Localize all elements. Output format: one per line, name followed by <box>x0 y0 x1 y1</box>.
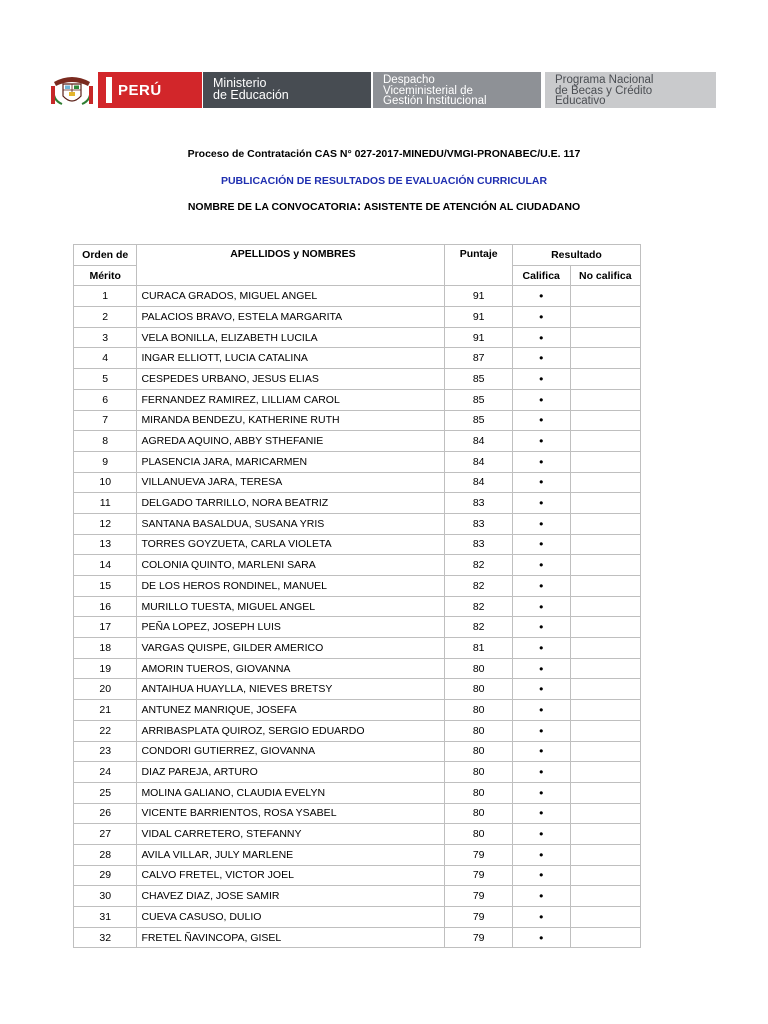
score-cell: 82 <box>445 596 512 617</box>
not-qualifies-cell <box>570 327 640 348</box>
score-cell: 80 <box>445 762 512 783</box>
merit-order-cell: 20 <box>74 679 137 700</box>
applicant-name-cell: AVILA VILLAR, JULY MARLENE <box>137 844 445 865</box>
table-row <box>74 286 641 307</box>
score-cell: 80 <box>445 741 512 762</box>
table-row <box>74 927 641 948</box>
qualifies-cell: • <box>512 803 570 824</box>
not-qualifies-cell <box>570 720 640 741</box>
merit-order-cell: 5 <box>74 369 137 390</box>
merit-order-cell: 16 <box>74 596 137 617</box>
merit-order-cell: 22 <box>74 720 137 741</box>
not-qualifies-cell <box>570 844 640 865</box>
applicant-name-cell: CONDORI GUTIERREZ, GIOVANNA <box>137 741 445 762</box>
score-cell: 82 <box>445 617 512 638</box>
peru-flag-stripe <box>106 77 112 103</box>
table-row <box>74 389 641 410</box>
qualifies-cell: • <box>512 844 570 865</box>
score-cell: 79 <box>445 927 512 948</box>
applicant-name-cell: FERNANDEZ RAMIREZ, LILLIAM CAROL <box>137 389 445 410</box>
not-qualifies-cell <box>570 803 640 824</box>
score-cell: 83 <box>445 534 512 555</box>
despacho-line3: Gestión Institucional <box>383 95 487 107</box>
applicant-name-cell: INGAR ELLIOTT, LUCIA CATALINA <box>137 348 445 369</box>
score-cell: 82 <box>445 555 512 576</box>
score-cell: 80 <box>445 658 512 679</box>
applicant-name-cell: CALVO FRETEL, VICTOR JOEL <box>137 865 445 886</box>
table-row <box>74 638 641 659</box>
applicant-name-cell: ANTUNEZ MANRIQUE, JOSEFA <box>137 700 445 721</box>
table-body <box>74 286 641 948</box>
not-qualifies-cell <box>570 307 640 328</box>
qualifies-cell: • <box>512 348 570 369</box>
applicant-name-cell: VARGAS QUISPE, GILDER AMERICO <box>137 638 445 659</box>
merit-order-cell: 32 <box>74 927 137 948</box>
not-qualifies-cell <box>570 700 640 721</box>
table-header-row <box>74 245 641 266</box>
peru-brand-box <box>98 72 202 108</box>
not-qualifies-cell <box>570 286 640 307</box>
qualifies-cell: • <box>512 638 570 659</box>
programa-line2: de Becas y Crédito <box>555 84 653 97</box>
merit-order-cell: 25 <box>74 782 137 803</box>
qualifies-cell: • <box>512 658 570 679</box>
table-row <box>74 617 641 638</box>
score-cell: 79 <box>445 886 512 907</box>
qualifies-cell: • <box>512 369 570 390</box>
table-row <box>74 679 641 700</box>
qualifies-cell: • <box>512 389 570 410</box>
not-qualifies-cell <box>570 348 640 369</box>
merit-order-cell: 31 <box>74 907 137 928</box>
pronabec-brand-box <box>545 72 716 108</box>
header-qualifies: Califica <box>512 265 570 286</box>
merit-order-cell: 15 <box>74 576 137 597</box>
vice-ministry-brand-box <box>373 72 541 108</box>
qualifies-cell: • <box>512 307 570 328</box>
table-row <box>74 513 641 534</box>
score-cell: 80 <box>445 700 512 721</box>
header-names: APELLIDOS y NOMBRES <box>137 245 445 286</box>
not-qualifies-cell <box>570 431 640 452</box>
qualifies-cell: • <box>512 596 570 617</box>
header-result: Resultado <box>512 245 640 266</box>
ministry-line1: Ministerio <box>213 76 267 90</box>
peru-label: PERÚ <box>118 81 162 99</box>
programa-line3: Educativo <box>555 95 606 107</box>
not-qualifies-cell <box>570 782 640 803</box>
table-row <box>74 369 641 390</box>
merit-order-cell: 10 <box>74 472 137 493</box>
qualifies-cell: • <box>512 327 570 348</box>
applicant-name-cell: COLONIA QUINTO, MARLENI SARA <box>137 555 445 576</box>
merit-order-cell: 2 <box>74 307 137 328</box>
qualifies-cell: • <box>512 824 570 845</box>
not-qualifies-cell <box>570 534 640 555</box>
not-qualifies-cell <box>570 410 640 431</box>
merit-order-cell: 9 <box>74 451 137 472</box>
table-row <box>74 431 641 452</box>
score-cell: 80 <box>445 803 512 824</box>
score-cell: 91 <box>445 307 512 328</box>
table-row <box>74 782 641 803</box>
not-qualifies-cell <box>570 369 640 390</box>
applicant-name-cell: AGREDA AQUINO, ABBY STHEFANIE <box>137 431 445 452</box>
applicant-name-cell: PEÑA LOPEZ, JOSEPH LUIS <box>137 617 445 638</box>
merit-order-cell: 13 <box>74 534 137 555</box>
table-row <box>74 658 641 679</box>
score-cell: 80 <box>445 679 512 700</box>
score-cell: 84 <box>445 451 512 472</box>
not-qualifies-cell <box>570 679 640 700</box>
score-cell: 83 <box>445 513 512 534</box>
merit-order-cell: 29 <box>74 865 137 886</box>
score-cell: 80 <box>445 720 512 741</box>
score-cell: 85 <box>445 369 512 390</box>
applicant-name-cell: SANTANA BASALDUA, SUSANA YRIS <box>137 513 445 534</box>
qualifies-cell: • <box>512 679 570 700</box>
table-row <box>74 720 641 741</box>
merit-order-cell: 7 <box>74 410 137 431</box>
table-row <box>74 493 641 514</box>
header-orden-bottom: Mérito <box>74 265 137 286</box>
not-qualifies-cell <box>570 658 640 679</box>
call-label: NOMBRE DE LA CONVOCATORIA <box>187 201 357 213</box>
merit-order-cell: 11 <box>74 493 137 514</box>
qualifies-cell: • <box>512 451 570 472</box>
table-row <box>74 596 641 617</box>
not-qualifies-cell <box>570 638 640 659</box>
applicant-name-cell: DIAZ PAREJA, ARTURO <box>137 762 445 783</box>
header-not-qualifies: No califica <box>570 265 640 286</box>
merit-order-cell: 12 <box>74 513 137 534</box>
qualifies-cell: • <box>512 286 570 307</box>
score-cell: 79 <box>445 844 512 865</box>
not-qualifies-cell <box>570 389 640 410</box>
process-title: Proceso de Contratación CAS N° 027-2017-MINEDU/VMGI-PRONABEC/U.E. 117 <box>187 148 581 160</box>
score-cell: 79 <box>445 907 512 928</box>
table-row <box>74 534 641 555</box>
qualifies-cell: • <box>512 720 570 741</box>
merit-order-cell: 23 <box>74 741 137 762</box>
not-qualifies-cell <box>570 451 640 472</box>
applicant-name-cell: AMORIN TUEROS, GIOVANNA <box>137 658 445 679</box>
merit-order-cell: 17 <box>74 617 137 638</box>
table-row <box>74 472 641 493</box>
call-title <box>0 198 768 213</box>
not-qualifies-cell <box>570 576 640 597</box>
score-cell: 91 <box>445 286 512 307</box>
national-coat-of-arms-icon <box>50 74 94 108</box>
qualifies-cell: • <box>512 410 570 431</box>
not-qualifies-cell <box>570 596 640 617</box>
qualifies-cell: • <box>512 555 570 576</box>
applicant-name-cell: PLASENCIA JARA, MARICARMEN <box>137 451 445 472</box>
applicant-name-cell: VIDAL CARRETERO, STEFANNY <box>137 824 445 845</box>
merit-order-cell: 4 <box>74 348 137 369</box>
merit-order-cell: 19 <box>74 658 137 679</box>
programa-line1: Programa Nacional <box>555 74 654 86</box>
merit-order-cell: 18 <box>74 638 137 659</box>
score-cell: 80 <box>445 782 512 803</box>
qualifies-cell: • <box>512 886 570 907</box>
applicant-name-cell: ANTAIHUA HUAYLLA, NIEVES BRETSY <box>137 679 445 700</box>
qualifies-cell: • <box>512 513 570 534</box>
applicant-name-cell: MOLINA GALIANO, CLAUDIA EVELYN <box>137 782 445 803</box>
score-cell: 87 <box>445 348 512 369</box>
qualifies-cell: • <box>512 576 570 597</box>
table-row <box>74 327 641 348</box>
score-cell: 84 <box>445 472 512 493</box>
merit-order-cell: 8 <box>74 431 137 452</box>
table-row <box>74 886 641 907</box>
table-row <box>74 803 641 824</box>
not-qualifies-cell <box>570 493 640 514</box>
applicant-name-cell: VILLANUEVA JARA, TERESA <box>137 472 445 493</box>
merit-order-cell: 21 <box>74 700 137 721</box>
qualifies-cell: • <box>512 907 570 928</box>
merit-order-cell: 3 <box>74 327 137 348</box>
not-qualifies-cell <box>570 513 640 534</box>
not-qualifies-cell <box>570 927 640 948</box>
applicant-name-cell: CESPEDES URBANO, JESUS ELIAS <box>137 369 445 390</box>
ministry-line2: de Educación <box>213 88 289 102</box>
table-row <box>74 700 641 721</box>
score-cell: 80 <box>445 824 512 845</box>
score-cell: 91 <box>445 327 512 348</box>
qualifies-cell: • <box>512 617 570 638</box>
applicant-name-cell: CHAVEZ DIAZ, JOSE SAMIR <box>137 886 445 907</box>
table-row <box>74 576 641 597</box>
qualifies-cell: • <box>512 700 570 721</box>
qualifies-cell: • <box>512 493 570 514</box>
qualifies-cell: • <box>512 927 570 948</box>
applicant-name-cell: DE LOS HEROS RONDINEL, MANUEL <box>137 576 445 597</box>
score-cell: 85 <box>445 389 512 410</box>
applicant-name-cell: FRETEL ÑAVINCOPA, GISEL <box>137 927 445 948</box>
applicant-name-cell: CUEVA CASUSO, DULIO <box>137 907 445 928</box>
qualifies-cell: • <box>512 865 570 886</box>
header-score: Puntaje <box>445 245 512 286</box>
not-qualifies-cell <box>570 907 640 928</box>
applicant-name-cell: CURACA GRADOS, MIGUEL ANGEL <box>137 286 445 307</box>
qualifies-cell: • <box>512 782 570 803</box>
merit-order-cell: 14 <box>74 555 137 576</box>
table-row <box>74 865 641 886</box>
not-qualifies-cell <box>570 617 640 638</box>
not-qualifies-cell <box>570 865 640 886</box>
table-row <box>74 555 641 576</box>
applicant-name-cell: DELGADO TARRILLO, NORA BEATRIZ <box>137 493 445 514</box>
not-qualifies-cell <box>570 555 640 576</box>
results-table <box>73 244 641 948</box>
table-row <box>74 348 641 369</box>
table-row <box>74 741 641 762</box>
qualifies-cell: • <box>512 741 570 762</box>
score-cell: 85 <box>445 410 512 431</box>
not-qualifies-cell <box>570 886 640 907</box>
merit-order-cell: 24 <box>74 762 137 783</box>
applicant-name-cell: TORRES GOYZUETA, CARLA VIOLETA <box>137 534 445 555</box>
merit-order-cell: 26 <box>74 803 137 824</box>
score-cell: 79 <box>445 865 512 886</box>
table-row <box>74 824 641 845</box>
score-cell: 81 <box>445 638 512 659</box>
ministry-brand-box <box>203 72 371 108</box>
merit-order-cell: 1 <box>74 286 137 307</box>
not-qualifies-cell <box>570 762 640 783</box>
institutional-header <box>46 72 670 108</box>
applicant-name-cell: VICENTE BARRIENTOS, ROSA YSABEL <box>137 803 445 824</box>
table-row <box>74 762 641 783</box>
merit-order-cell: 30 <box>74 886 137 907</box>
applicant-name-cell: MURILLO TUESTA, MIGUEL ANGEL <box>137 596 445 617</box>
score-cell: 84 <box>445 431 512 452</box>
not-qualifies-cell <box>570 824 640 845</box>
publication-title: PUBLICACIÓN DE RESULTADOS DE EVALUACIÓN CURRICULAR <box>220 175 548 187</box>
applicant-name-cell: MIRANDA BENDEZU, KATHERINE RUTH <box>137 410 445 431</box>
table-row <box>74 307 641 328</box>
call-value: ASISTENTE DE ATENCIÓN AL CIUDADANO <box>363 201 581 213</box>
applicant-name-cell: VELA BONILLA, ELIZABETH LUCILA <box>137 327 445 348</box>
despacho-line1: Despacho <box>383 74 435 86</box>
score-cell: 82 <box>445 576 512 597</box>
applicant-name-cell: ARRIBASPLATA QUIROZ, SERGIO EDUARDO <box>137 720 445 741</box>
merit-order-cell: 27 <box>74 824 137 845</box>
qualifies-cell: • <box>512 534 570 555</box>
applicant-name-cell: PALACIOS BRAVO, ESTELA MARGARITA <box>137 307 445 328</box>
table-row <box>74 907 641 928</box>
qualifies-cell: • <box>512 472 570 493</box>
score-cell: 83 <box>445 493 512 514</box>
not-qualifies-cell <box>570 472 640 493</box>
not-qualifies-cell <box>570 741 640 762</box>
qualifies-cell: • <box>512 762 570 783</box>
qualifies-cell: • <box>512 431 570 452</box>
table-row <box>74 451 641 472</box>
table-row <box>74 844 641 865</box>
table-row <box>74 410 641 431</box>
merit-order-cell: 28 <box>74 844 137 865</box>
call-colon: : <box>356 198 362 213</box>
despacho-line2: Viceministerial de <box>383 84 473 97</box>
header-orden-top: Orden de <box>74 245 137 266</box>
merit-order-cell: 6 <box>74 389 137 410</box>
